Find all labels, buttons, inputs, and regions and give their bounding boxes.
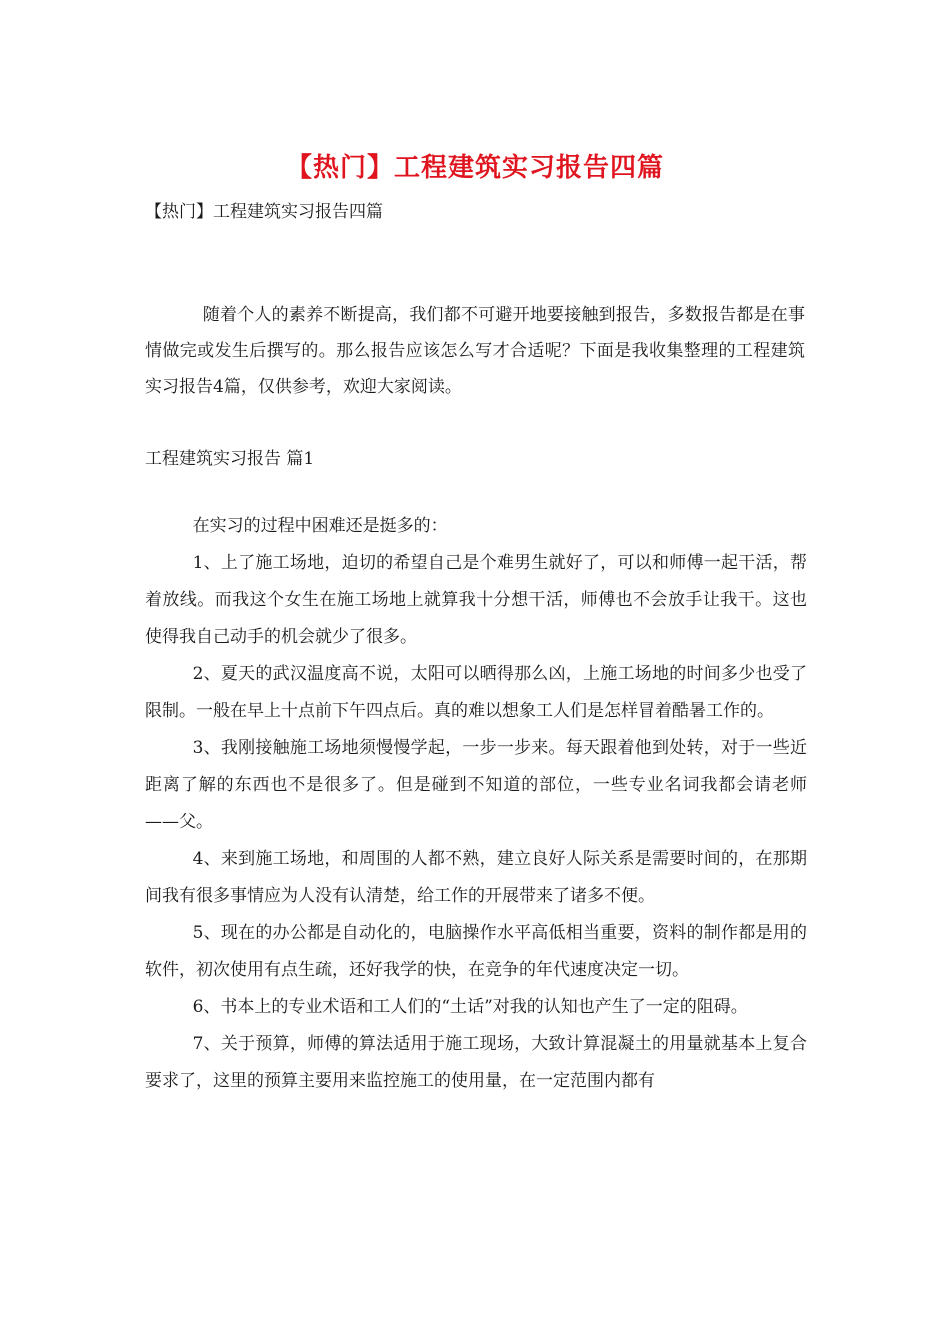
document-subtitle: 【热门】工程建筑实习报告四篇	[145, 202, 383, 222]
body-paragraph: 6、书本上的专业术语和工人们的“土话”对我的认知也产生了一定的阻碍。	[192, 997, 748, 1017]
body-paragraph: 5、现在的办公都是自动化的，电脑操作水平高低相当重要，资料的制作都是用的软件，初次使用有点生疏，还好我学的快，在竞争的年代速度决定一切。	[145, 923, 807, 980]
section-body	[145, 508, 807, 1100]
body-paragraph: 在实习的过程中困难还是挺多的：	[192, 516, 448, 536]
body-paragraph: 3、我刚接触施工场地须慢慢学起，一步一步来。每天跟着他到处转，对于一些近距离了解的东西也不是很多了。但是碰到不知道的部位，一些专业名词我都会请老师——父。	[145, 738, 807, 832]
body-paragraph: 2、夏天的武汉温度高不说，太阳可以晒得那么凶，上施工场地的时间多少也受了限制。一般在早上十点前下午四点后。真的难以想象工人们是怎样冒着酷暑工作的。	[145, 664, 807, 721]
intro-block	[145, 297, 805, 405]
body-paragraph: 7、关于预算，师傅的算法适用于施工现场，大致计算混凝土的用量就基本上复合要求了，这里的预算主要用来监控施工的使用量，在一定范围内都有	[145, 1034, 807, 1091]
intro-paragraph: 随着个人的素养不断提高，我们都不可避开地要接触到报告，多数报告都是在事情做完或发生后撰写的。那么报告应该怎么写才合适呢？下面是我收集整理的工程建筑实习报告4篇，仅供参考，欢迎大家阅读。	[145, 305, 805, 397]
body-paragraph: 1、上了施工场地，迫切的希望自己是个难男生就好了，可以和师傅一起干活，帮着放线。而我这个女生在施工场地上就算我十分想干活，师傅也不会放手让我干。这也使得我自己动手的机会就少了很多。	[145, 553, 807, 647]
section-heading: 工程建筑实习报告 篇1	[145, 449, 315, 469]
document-title: 【热门】工程建筑实习报告四篇	[285, 153, 664, 183]
body-paragraph: 4、来到施工场地，和周围的人都不熟，建立良好人际关系是需要时间的，在那期间我有很多事情应为人没有认清楚，给工作的开展带来了诸多不便。	[145, 849, 807, 906]
